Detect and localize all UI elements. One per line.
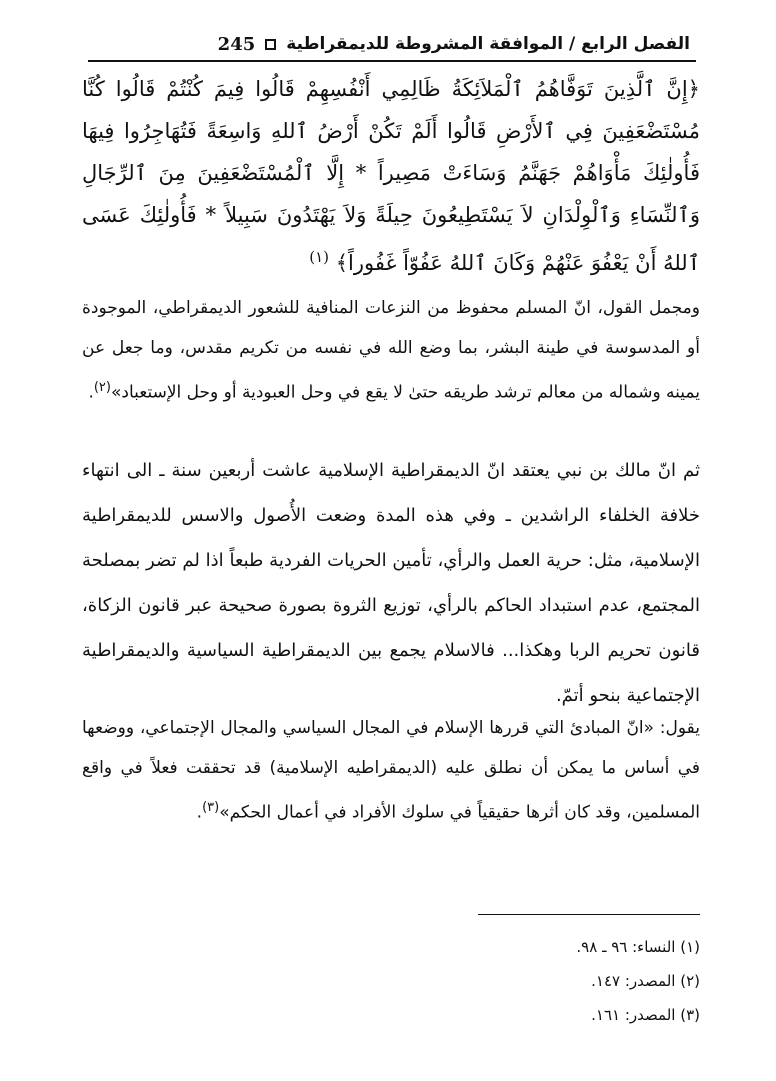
footnote-ref-2: (٢) [93,380,111,395]
page-number: 245 [217,33,256,55]
paragraph-2-text: ثم انّ مالك بن نبي يعتقد انّ الديمقراطية الإسلامية عاشت أربعين سنة ـ الى انتهاء خلافة الخلفاء الراشدين ـ وفي هذه المدة وضعت الأُصول والاسس للديمقراطية الإسلامية، مثل: حرية العمل والرأي، تأمين الحريات الفردية طبعاً اذا لم تضر بمصلحة المجتمع، عدم استبداد الحاكم بالرأي، توزيع الثروة بصورة صحيحة عبر قانون الزكاة، قانون تحريم الربا وهكذا... فالاسلام يجمع بين الديمقراطية السياسية والديمقراطية الإجتماعية بنحو أتمّ. [82,460,700,706]
paragraph-1: ومجمل القول، انّ المسلم محفوظ من النزعات المنافية للشعور الديمقراطي، الموجودة أو المدسوسة في طينة البشر، بما وضع الله في نفسه من تكريم مقدس، وما جعل عن يمينه وشماله من معالم ترشد طريقه حتىٰ لا يقع في وحل العبودية أو وحل الإستعباد»$^{(٢)}$. [82,298,700,403]
footnote-1: (١) النساء: ٩٦ ـ ٩٨. [576,938,700,956]
paragraph-2 [82,448,700,718]
chapter-title: الفصل الرابع / الموافقة المشروطة للديمقراطية [286,34,690,54]
header-rule [88,60,696,62]
quran-verse-text: ﴿إِنَّ ٱلَّذِينَ تَوَفَّاهُمُ ٱلْمَلاَئِكَةُ ظَالِمِي أَنْفُسِهِمْ قَالُوا فِيمَ كُنْتُمْ قَالُوا كُنَّا مُسْتَضْعَفِينَ فِي ٱلأَرْضِ قَالُوا أَلَمْ تَكُنْ أَرْضُ ٱللهِ وَاسِعَةً فَتُهَاجِرُوا فِيهَا فَأُولٰئِكَ مَأْوَاهُمْ جَهَنَّمُ وَسَاءَتْ مَصِيراً * إِلَّا ٱلْمُسْتَضْعَفِينَ مِنَ ٱلرِّجَالِ وَٱلنِّسَاءِ وَٱلْوِلْدَانِ لاَ يَسْتَطِيعُونَ حِيلَةً وَلاَ يَهْتَدُونَ سَبِيلاً * فَأُولٰئِكَ عَسَى ٱللهُ أَنْ يَعْفُوَ عَنْهُمْ وَكَانَ ٱللهُ عَفُوّاً غَفُوراً﴾ [82,77,700,275]
footnotes [400,930,700,1032]
paragraph-3-text: يقول: «انّ المبادئ التي قررها الإسلام في المجال السياسي والمجال الإجتماعي، ووضعها في أساس ما يمكن أن نطلق عليه (الديمقراطيه الإسلامية) قد تحققت فعلاً في واقع المسلمين، وقد كان أثرها حقيقياً في سلوك الأفراد في أعمال الحكم» [82,718,700,823]
footnote-ref-3: (٣) [202,800,220,815]
footnote-ref-1: (١) [309,248,329,266]
footnote-2: (٢) المصدر: ١٤٧. [591,972,700,990]
footnote-3: (٣) المصدر: ١٦١. [591,1006,700,1024]
square-ornament-icon [265,39,276,50]
quran-verse-block [82,68,700,284]
footnote-separator [478,914,700,915]
paragraph-1-text: ومجمل القول، انّ المسلم محفوظ من النزعات المنافية للشعور الديمقراطي، الموجودة أو المدسوسة في طينة البشر، بما وضع الله في نفسه من تكريم مقدس، وما جعل عن يمينه وشماله من معالم ترشد طريقه حتىٰ لا يقع في وحل العبودية أو وحل الإستعباد» [82,298,700,403]
paragraph-3: يقول: «انّ المبادئ التي قررها الإسلام في المجال السياسي والمجال الإجتماعي، ووضعها في أساس ما يمكن أن نطلق عليه (الديمقراطيه الإسلامية) قد تحققت فعلاً في واقع المسلمين، وقد كان أثرها حقيقياً في سلوك الأفراد في أعمال الحكم»$^{(٣)}$. [82,718,700,823]
running-header [90,30,690,58]
